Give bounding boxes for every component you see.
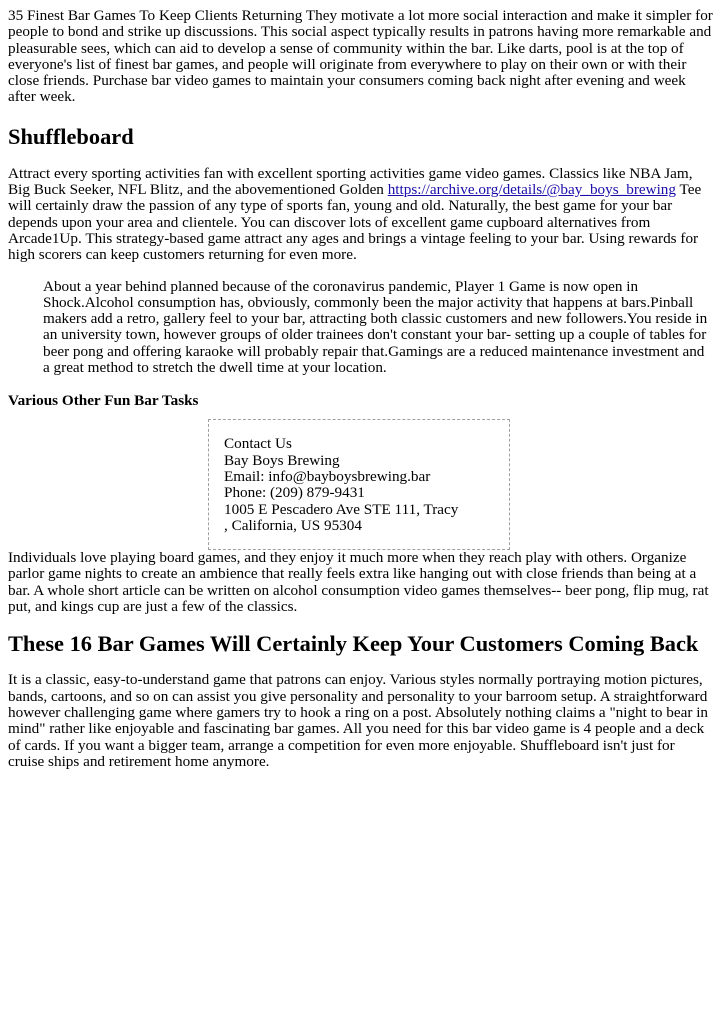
shuffleboard-paragraph [8, 166, 713, 264]
shuffleboard-text-after-link: Tee will certainly draw the passion of any type of sports fan, young and old. Naturally, the best game for your bar depends upon your area and clientele. You can discover lots of excellent game cupboard alternatives from Arcade1Up. This strategy-based game attract any ages and brings a vintage feeling to your bar. Using rewards for high scorers can keep customers returning for even more. [8, 181, 702, 264]
intro-paragraph: 35 Finest Bar Games To Keep Clients Returning They motivate a lot more social interaction and make it simpler for people to bond and strike up discussions. This social aspect typically results in patrons having more remarkable and pleasurable sees, which can aid to develop a sense of community within the bar. Like darts, pool is at the top of everyone's list of finest bar games, and people will originate from everywhere to play on their own or with their close friends. Purchase bar video games to maintain your consumers coming back night after evening and week after week. [8, 7, 713, 106]
contact-phone: Phone: (209) 879-9431 [224, 484, 365, 502]
shuffleboard-text-before-link: Attract every sporting activities fan with excellent sporting activities game video games. Classics like NBA Jam, Big Buck Seeker, NFL Blitz, and the abovementioned Golden [8, 164, 693, 199]
board-games-paragraph: Individuals love playing board games, and they enjoy it much more when they reach play with others. Organize parlor game nights to create an ambience that really feels extra like hanging out with close friends than being at a bar. A whole short article can be written on alcohol consumption video games themselves-- beer pong, flip mug, rat put, and kings cup are just a few of the classics. [8, 549, 709, 616]
heading-16-games: These 16 Bar Games Will Certainly Keep Your Customers Coming Back [8, 631, 699, 657]
blockquote: About a year behind planned because of the coronavirus pandemic, Player 1 Game is now open in Shock.Alcohol consumption has, obviously, commonly been the major activity that happens at bars.Pinball makers add a retro, gallery feel to your bar, attracting both classic customers and new followers.You reside in an university town, however groups of older trainees don't constant your bar- setting up a couple of tables for beer pong and offering karaoke will probably repair that.Gamings are a reduced maintenance investment and a great method to stretch the dwell time at your location. [43, 277, 708, 377]
contact-address-line2: , California, US 95304 [224, 516, 362, 534]
article [8, 8, 713, 770]
contact-box [208, 419, 510, 550]
contact-email: Email: info@bayboysbrewing.bar [224, 467, 431, 485]
heading-shuffleboard: Shuffleboard [8, 123, 134, 149]
final-paragraph: It is a classic, easy-to-understand game that patrons can enjoy. Various styles normally portraying motion pictures, bands, cartoons, and so on can assist you give personality and personality to your barroom setup. A straightforward however challenging game where gamers try to hook a ring on a post. Absolutely nothing claims a "night to bear in mind" rather like enjoyable and fascinating bar games. All you need for this bar video game is 4 people and a deck of cards. If you want a bigger team, arrange a competition for even more enjoyable. Shuffleboard isn't just for cruise ships and retirement home anymore. [8, 671, 709, 770]
archive-link[interactable]: https://archive.org/details/@bay_boys_brewing [387, 181, 676, 199]
contact-business-name: Bay Boys Brewing [224, 451, 340, 469]
contact-title: Contact Us [224, 435, 292, 453]
contact-address-line1: 1005 E Pescadero Ave STE 111, Tracy [224, 500, 459, 518]
heading-other-tasks: Various Other Fun Bar Tasks [8, 392, 199, 410]
